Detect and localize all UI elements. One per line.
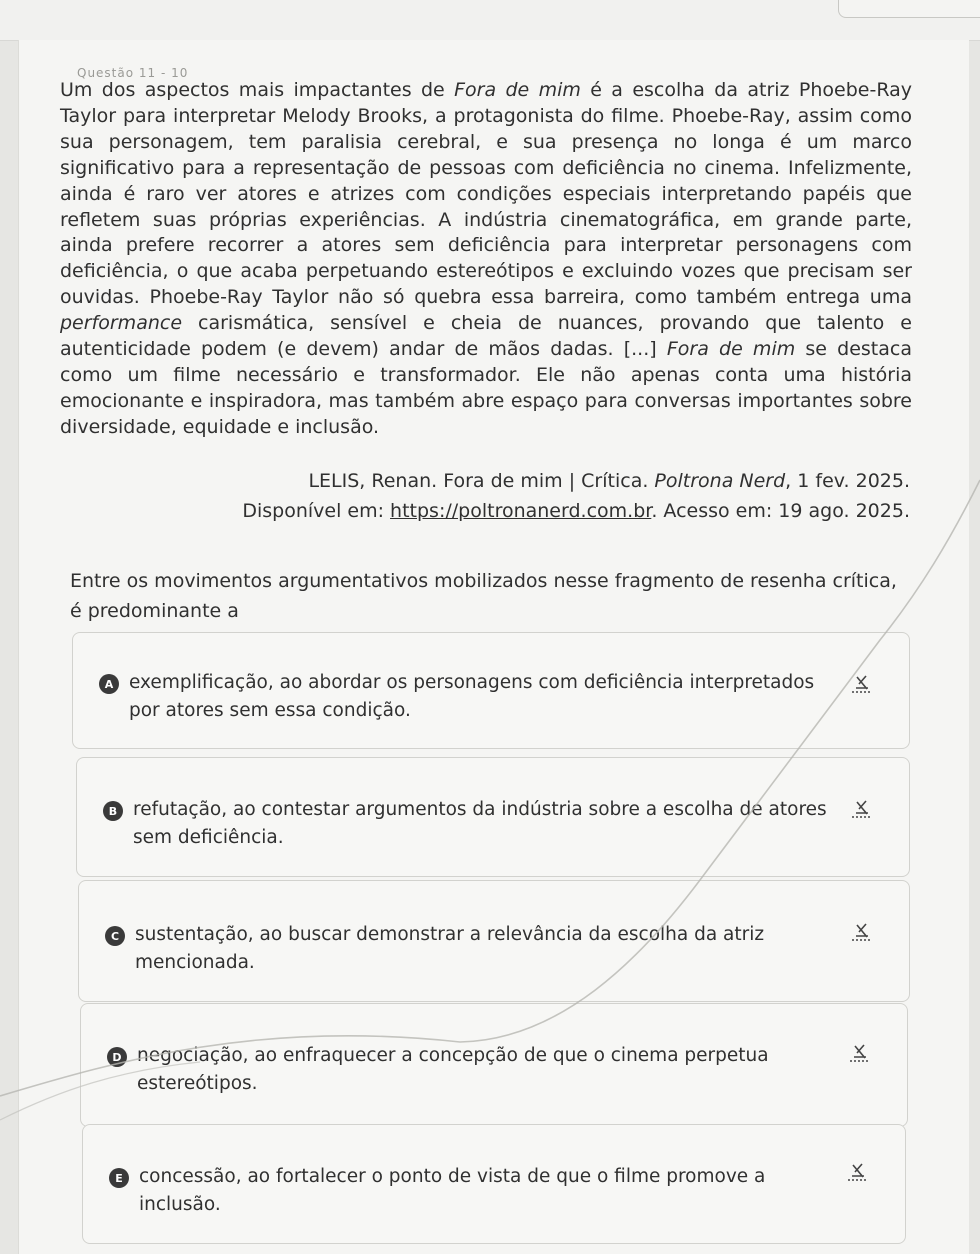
option-text-a: exemplificação, ao abordar os personagens com deficiência interpretados por atores sem essa condição. — [129, 672, 815, 721]
option-text-d: negociação, ao enfraquecer a concepção de que o cinema perpetua estereótipos. — [137, 1045, 769, 1094]
option-text-e: concessão, ao fortalecer o ponto de vista de que o filme promove a inclusão. — [139, 1166, 766, 1215]
film-title: Fora de mim — [454, 79, 581, 101]
option-letter-a: A — [99, 674, 119, 694]
question-stem: Entre os movimentos argumentativos mobilizados nesse fragmento de resenha crítica, é predominante a — [70, 570, 897, 622]
source-link[interactable]: https://poltronanerd.com.br — [390, 500, 652, 522]
option-a[interactable] — [72, 632, 910, 749]
option-letter-b: B — [103, 801, 123, 821]
strikethrough-icon[interactable] — [849, 671, 875, 695]
option-e[interactable] — [82, 1124, 906, 1244]
passage-text: Um dos aspectos mais impactantes de Fora de mim é a escolha da atriz Phoebe-Ray Taylor para interpretar Melody Brooks, a protagonista do filme. Phoebe-Ray, assim como sua personagem, tem paralisia cerebral, e sua presença no longa é um marco significativo para a representação de pessoas com deficiência no cinema. Infelizmente, ainda é raro ver atores e atrizes com condições especiais interpretando papéis que refletem suas próprias experiências. A indústria cinematográfica, em grande parte, ainda prefere recorrer a atores sem deficiência para interpretar personagens com deficiência, o que acaba perpetuando estereótipos e excluindo vozes que precisam ser ouvidas. Phoebe-Ray Taylor não só quebra essa barreira, como também entrega uma performance carismática, sensível e cheia de nuances, provando que talento e autenticidade podem (e devem) andar de mãos dadas. [...] Fora de mim se destaca como um filme necessário e transformador. Ele não apenas conta uma história emocionante e inspiradora, mas também abre espaço para conversas importantes sobre diversidade, equidade e inclusão. — [60, 79, 912, 438]
citation: LELIS, Renan. Fora de mim | Crítica. Poltrona Nerd, 1 fev. 2025. Disponível em: https://poltronanerd.com.br. Acesso em: 19 ago. 2025. — [242, 470, 910, 522]
strikethrough-icon[interactable] — [847, 1040, 873, 1064]
performance-term: performance — [60, 312, 183, 335]
option-text-c: sustentação, ao buscar demonstrar a relevância da escolha da atriz mencionada. — [135, 924, 765, 973]
top-bar — [0, 0, 980, 41]
film-title: Fora de mim — [666, 338, 796, 361]
question-number: Questão 11 - 10 — [77, 66, 189, 80]
option-text-b: refutação, ao contestar argumentos da indústria sobre a escolha de atores sem deficiência. — [133, 799, 827, 848]
strikethrough-icon[interactable] — [849, 919, 875, 943]
strikethrough-icon[interactable] — [849, 796, 875, 820]
option-letter-c: C — [105, 926, 125, 946]
strikethrough-icon[interactable] — [845, 1159, 871, 1183]
option-letter-d: D — [107, 1047, 127, 1067]
option-b[interactable] — [76, 757, 910, 877]
option-c[interactable] — [78, 880, 910, 1002]
option-d[interactable] — [80, 1003, 908, 1127]
option-letter-e: E — [109, 1168, 129, 1188]
top-right-button[interactable] — [838, 0, 980, 18]
source-name: Poltrona Nerd — [654, 470, 786, 492]
